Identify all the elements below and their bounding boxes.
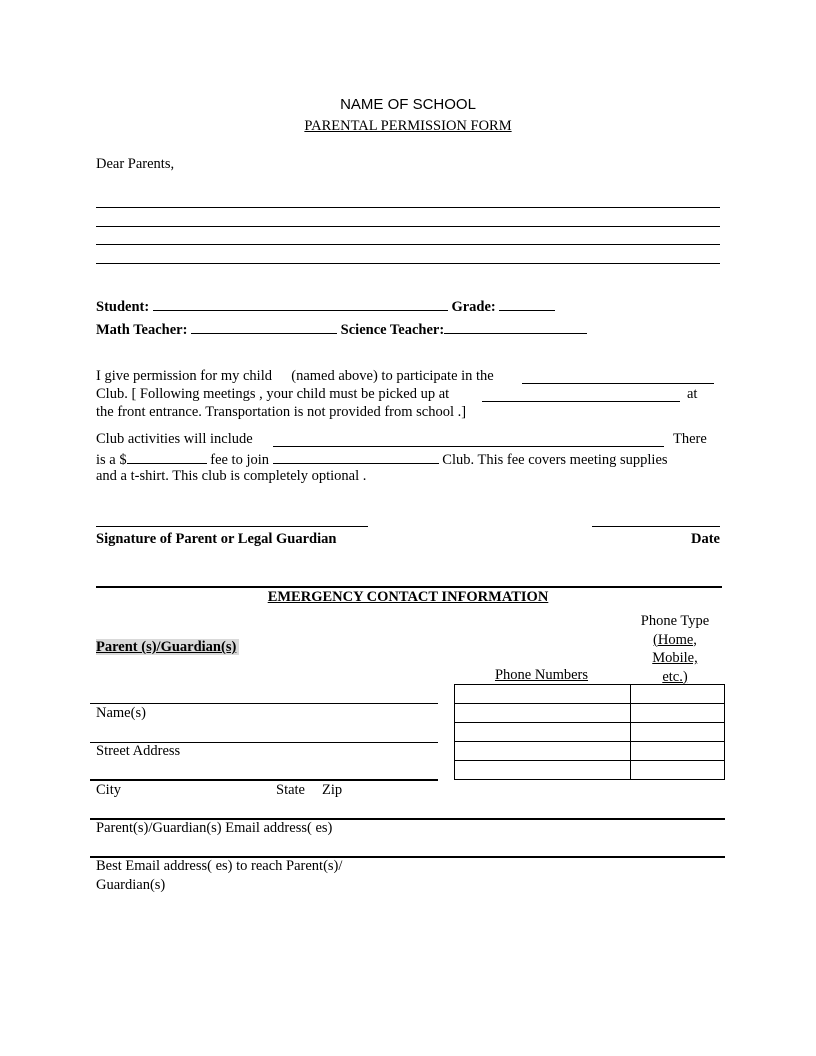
- best-email-label: Best Email address( es) to reach Parent(s)/: [96, 858, 343, 874]
- greeting: Dear Parents,: [96, 156, 175, 172]
- math-teacher-field[interactable]: [191, 319, 337, 334]
- phone-number-cell[interactable]: [455, 723, 631, 742]
- date-line[interactable]: [592, 526, 720, 527]
- phone-type-line: etc.): [662, 668, 688, 685]
- permission-text: (named above) to participate in the: [291, 368, 494, 384]
- date-label: Date: [691, 531, 720, 547]
- phone-number-cell[interactable]: [455, 742, 631, 761]
- math-teacher-label: Math Teacher:: [96, 322, 188, 338]
- permission-text: at: [687, 386, 698, 402]
- permission-line-3: the front entrance. Transportation is not provided from school .]: [96, 404, 467, 420]
- fee-amount-field[interactable]: [127, 449, 207, 464]
- phone-number-cell[interactable]: [455, 685, 631, 704]
- club-join-field[interactable]: [273, 449, 439, 464]
- phone-type-header: [628, 612, 722, 686]
- phone-type-line: Mobile,: [652, 650, 698, 666]
- form-title-text: PARENTAL PERMISSION FORM: [304, 118, 512, 134]
- fee-text: fee to join: [210, 452, 270, 468]
- signature-label: Signature of Parent or Legal Guardian: [96, 531, 337, 547]
- permission-line-1: [96, 368, 494, 385]
- letter-line[interactable]: [96, 207, 720, 208]
- emergency-title-text: EMERGENCY CONTACT INFORMATION: [267, 589, 549, 605]
- name-label: Name(s): [96, 705, 146, 721]
- activities-field[interactable]: [273, 446, 664, 447]
- state-label: State: [276, 782, 305, 798]
- phone-type-cell[interactable]: [631, 685, 725, 704]
- phone-numbers-label: Phone Numbers: [494, 667, 589, 683]
- guardian-heading-text: Parent (s)/Guardian(s): [96, 639, 239, 655]
- phone-type-cell[interactable]: [631, 723, 725, 742]
- fee-text: Club. This fee covers meeting supplies: [442, 452, 668, 468]
- city-field-line[interactable]: [90, 779, 438, 781]
- table-row: [455, 685, 725, 704]
- phone-type-cell[interactable]: [631, 761, 725, 780]
- letter-line[interactable]: [96, 244, 720, 245]
- science-teacher-field[interactable]: [444, 319, 587, 334]
- phone-numbers-header: [454, 667, 629, 684]
- student-row: [96, 296, 555, 316]
- phone-number-cell[interactable]: [455, 761, 631, 780]
- emergency-title: [0, 589, 816, 606]
- optional-line: and a t-shirt. This club is completely optional .: [96, 468, 367, 484]
- email-label: Parent(s)/Guardian(s) Email address( es): [96, 820, 333, 836]
- grade-label: Grade:: [451, 299, 496, 315]
- signature-line[interactable]: [96, 526, 368, 527]
- student-field[interactable]: [153, 296, 448, 311]
- zip-label: Zip: [322, 782, 343, 798]
- section-divider: [96, 586, 722, 588]
- permission-line-2: [96, 386, 449, 403]
- letter-line[interactable]: [96, 263, 720, 264]
- guardian-heading: [96, 639, 239, 656]
- permission-text: I give permission for my child: [96, 368, 272, 384]
- school-name: NAME OF SCHOOL: [340, 96, 476, 113]
- name-field-line[interactable]: [90, 703, 438, 704]
- table-row: [455, 742, 725, 761]
- grade-field[interactable]: [499, 296, 555, 311]
- phone-table: [454, 684, 725, 780]
- permission-text: Club. [ Following meetings , your child must be picked up at: [96, 386, 450, 402]
- phone-type-cell[interactable]: [631, 742, 725, 761]
- fee-text: is a $: [96, 452, 127, 468]
- science-teacher-label: Science Teacher:: [340, 322, 445, 338]
- table-row: [455, 761, 725, 780]
- table-row: [455, 723, 725, 742]
- table-row: [455, 704, 725, 723]
- pickup-time-field[interactable]: [482, 401, 680, 402]
- phone-type-title: Phone Type: [640, 613, 710, 629]
- street-label: Street Address: [96, 743, 181, 759]
- best-email-label-2: Guardian(s): [96, 877, 166, 893]
- city-label: City: [96, 782, 121, 798]
- phone-type-line: (Home,: [653, 631, 697, 648]
- letter-line[interactable]: [96, 226, 720, 227]
- phone-type-cell[interactable]: [631, 704, 725, 723]
- activities-label: Club activities will include: [96, 431, 253, 447]
- student-label: Student:: [96, 299, 150, 315]
- form-title: [0, 118, 816, 135]
- fee-line: [96, 449, 668, 469]
- club-name-field[interactable]: [522, 383, 714, 384]
- teacher-row: [96, 319, 587, 339]
- activities-text: There: [673, 431, 707, 447]
- phone-number-cell[interactable]: [455, 704, 631, 723]
